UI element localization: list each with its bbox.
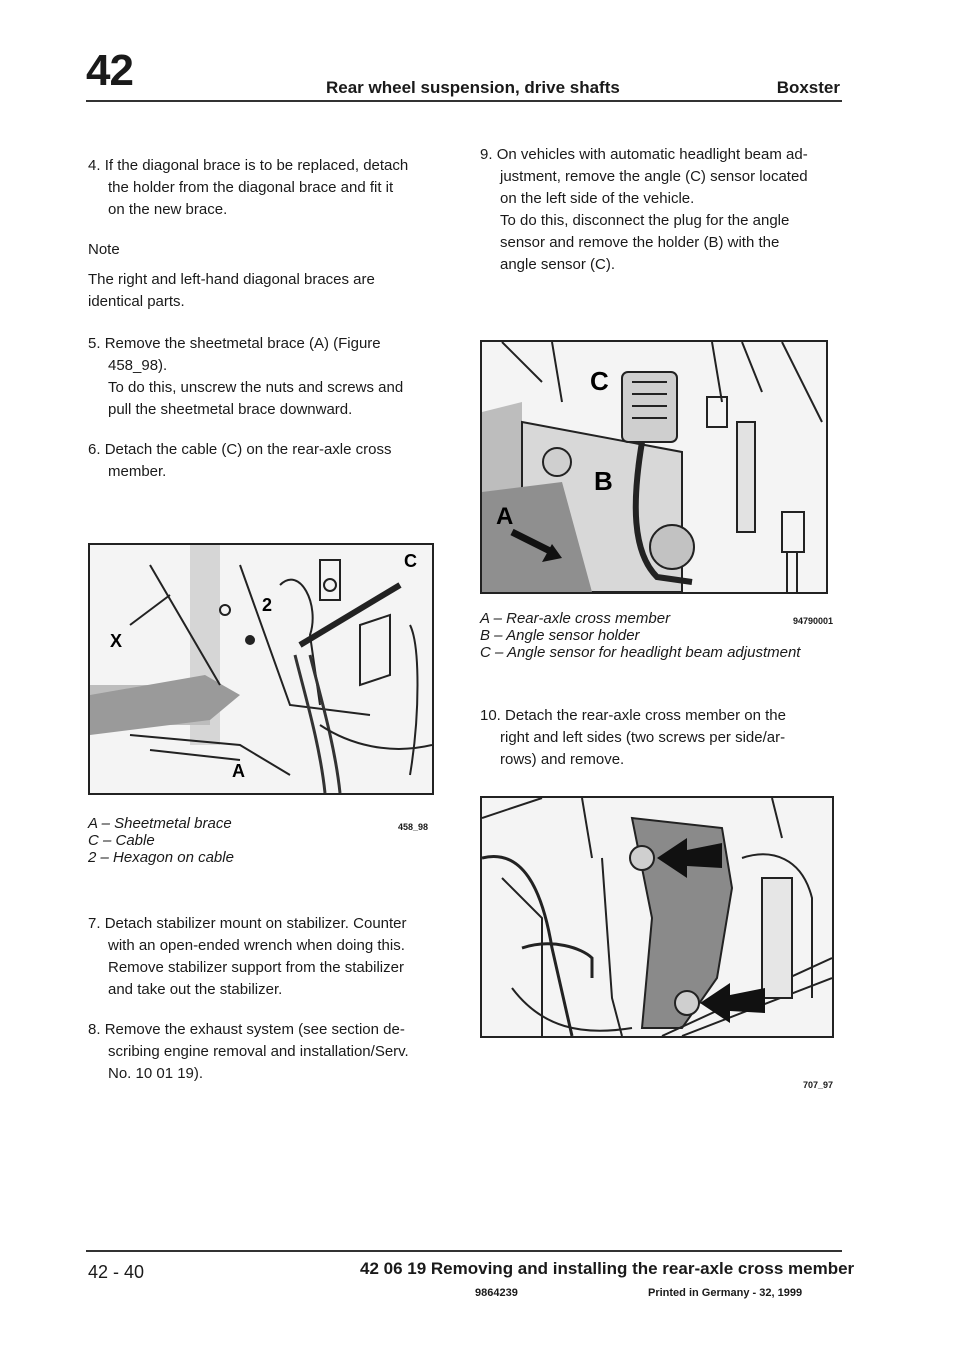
step-number: 8. xyxy=(88,1021,101,1038)
figure-caption xyxy=(88,815,428,866)
left-column-lower xyxy=(88,913,433,1103)
step-text: On vehicles with automatic headlight beam ad- xyxy=(496,146,808,163)
header-rule xyxy=(86,100,842,102)
step-text: To do this, disconnect the plug for the angle xyxy=(500,212,790,229)
step-text: and take out the stabilizer. xyxy=(108,981,283,998)
step-number: 10. xyxy=(480,707,501,724)
step-text: on the left side of the vehicle. xyxy=(500,190,695,207)
figure-code: 458_98 xyxy=(398,822,429,832)
step-text: rows) and remove. xyxy=(500,751,625,768)
document-number: 9864239 xyxy=(475,1287,518,1299)
step-text: on the new brace. xyxy=(108,201,228,218)
step-text: Detach the cable (C) on the rear-axle cross xyxy=(104,441,392,458)
figure-angle-sensor xyxy=(480,340,828,594)
figure-drawing xyxy=(90,545,432,793)
figure-label: C xyxy=(590,366,609,396)
step-text: 458_98). xyxy=(108,357,168,374)
caption-line: A – Rear-axle cross member xyxy=(480,610,671,627)
caption-line: C – Angle sensor for headlight beam adjustment xyxy=(480,644,801,661)
figure-label: C xyxy=(404,551,417,571)
step-4 xyxy=(88,155,433,221)
step-number: 7. xyxy=(88,915,101,932)
step-text: justment, remove the angle (C) sensor located xyxy=(500,168,808,185)
footer-rule xyxy=(86,1250,842,1252)
figure-label: B xyxy=(594,466,613,496)
figure-drawing xyxy=(482,342,826,592)
step-text: scribing engine removal and installation/Serv. xyxy=(108,1043,409,1060)
step-8 xyxy=(88,1019,433,1085)
step-text: pull the sheetmetal brace downward. xyxy=(108,401,353,418)
figure-drawing xyxy=(482,798,832,1036)
step-text: Remove the sheetmetal brace (A) (Figure xyxy=(104,335,381,352)
figure-code: 707_97 xyxy=(803,1080,834,1090)
note-text: The right and left-hand diagonal braces are xyxy=(88,271,375,288)
step-6 xyxy=(88,439,433,483)
figure-code: 94790001 xyxy=(793,616,834,626)
right-column xyxy=(480,144,840,294)
step-number: 4. xyxy=(88,157,101,174)
right-column-lower xyxy=(480,705,840,789)
page-number: 42 - 40 xyxy=(88,1262,145,1282)
print-info: Printed in Germany - 32, 1999 xyxy=(648,1287,803,1299)
figure-label: 2 xyxy=(262,595,273,615)
step-text: If the diagonal brace is to be replaced, detach xyxy=(104,157,409,174)
caption-line: 2 – Hexagon on cable xyxy=(88,849,234,866)
model-name: Boxster xyxy=(776,78,840,97)
note-body xyxy=(88,269,433,313)
step-number: 6. xyxy=(88,441,101,458)
left-column xyxy=(88,155,433,501)
figure-cross-member-screws xyxy=(480,796,834,1038)
figure-sheetmetal-brace xyxy=(88,543,434,795)
step-text: Remove stabilizer support from the stabilizer xyxy=(108,959,404,976)
step-number: 5. xyxy=(88,335,101,352)
step-10 xyxy=(480,705,840,771)
step-number: 9. xyxy=(480,146,493,163)
figure-caption xyxy=(480,610,830,661)
step-text: To do this, unscrew the nuts and screws and xyxy=(108,379,404,396)
figure-label: A xyxy=(232,761,245,781)
note-heading: Note xyxy=(88,241,120,258)
step-text: No. 10 01 19). xyxy=(108,1065,204,1082)
figure-label: A xyxy=(496,503,514,530)
chapter-number: 42 xyxy=(86,46,133,95)
chapter-title: Rear wheel suspension, drive shafts xyxy=(326,78,620,97)
step-text: Detach stabilizer mount on stabilizer. Counter xyxy=(104,915,407,932)
step-text: member. xyxy=(108,463,167,480)
step-text: angle sensor (C). xyxy=(500,256,616,273)
caption-line: A – Sheetmetal brace xyxy=(88,815,232,832)
step-9 xyxy=(480,144,840,276)
step-text: right and left sides (two screws per side/ar- xyxy=(500,729,786,746)
figure-label: X xyxy=(110,631,123,651)
note-text: identical parts. xyxy=(88,293,185,310)
step-7 xyxy=(88,913,433,1001)
caption-line: C – Cable xyxy=(88,832,155,849)
caption-line: B – Angle sensor holder xyxy=(480,627,640,644)
step-text: with an open-ended wrench when doing this. xyxy=(108,937,405,954)
step-text: Remove the exhaust system (see section de- xyxy=(104,1021,405,1038)
step-text: sensor and remove the holder (B) with the xyxy=(500,234,780,251)
step-5 xyxy=(88,333,433,421)
section-title: 42 06 19 Removing and installing the rear-axle cross member xyxy=(360,1259,855,1278)
step-text: Detach the rear-axle cross member on the xyxy=(505,707,786,724)
step-text: the holder from the diagonal brace and fit it xyxy=(108,179,394,196)
